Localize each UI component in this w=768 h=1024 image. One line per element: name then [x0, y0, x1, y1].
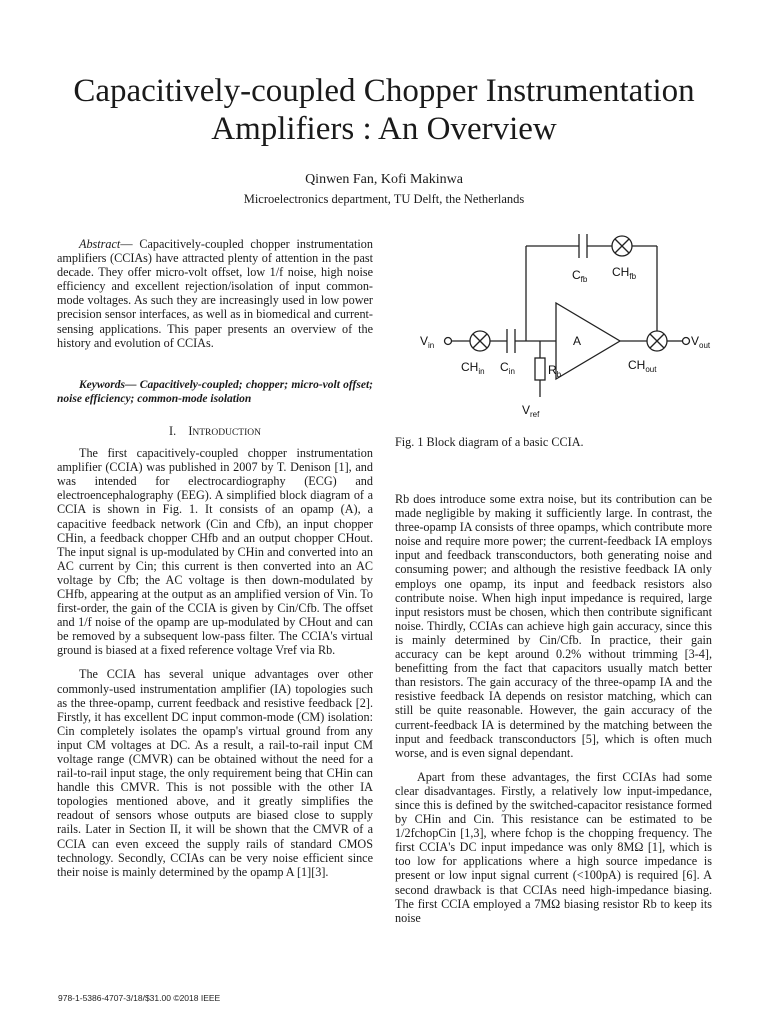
abstract-label: Abstract	[79, 237, 121, 251]
abstract-dash: —	[120, 237, 133, 251]
paragraph-right-2: Apart from these advantages, the first CCIAs had some clear disadvantages. Firstly, a relatively low input-impedance, since this is defined by the switched-capacitor resistance formed by CHin and Cin. This resistance can be estimated to be 1/2fchopCin [1,3], where fchop is the chopping frequency. The first CCIA's DC input impedance was only 8MΩ [1], which is too low for applications where a high source impedance is present or low input signal current (<100pA) is required [6]. A second drawback is that CCIAs need high-impedance biasing. The first CCIA employed a 7MΩ biasing resistor Rb to keep its noise	[395, 769, 712, 925]
keywords-label: Keywords	[79, 378, 125, 391]
label-opamp: A	[573, 334, 582, 348]
paragraph-intro-1: The first capacitively-coupled chopper instrumentation amplifier (CCIA) was published in 2007 by T. Denison [1], and was intended for electrocardiography (ECG) and electroencephalography (EEG). A simplified block diagram of a CCIA is shown in Fig. 1. It consists of an opamp (A), a capacitive feedback network (Cin and Cfb), an input chopper CHin, a feedback chopper CHfb and an output chopper CHout. The input signal is up-modulated by CHin and converted into an AC current by Cin; this current is then converted into an AC voltage by Cfb; the AC voltage is then down-modulated by CHfb, appearing at the output as an amplified version of Vin. To first-order, the gain of the CCIA is given by Cin/Cfb. The offset and 1/f noise of the opamp are up-modulated by CHout and can be removed by a subsequent low-pass filter. The CCIA's virtual ground is biased at a fixed reference voltage Vref via Rb.	[57, 446, 373, 658]
label-vref: $V_{ref}$	[522, 403, 540, 419]
figure-caption: Fig. 1 Block diagram of a basic CCIA.	[395, 435, 584, 449]
section-number: I.	[169, 423, 177, 438]
paper-title	[40, 72, 728, 148]
affiliation: Microelectronics department, TU Delft, the Netherlands	[243, 192, 525, 206]
section-title-initial: I	[188, 423, 193, 438]
label-chfb: $CH_{fb}$	[612, 265, 637, 281]
label-vin: $V_{in}$	[420, 334, 435, 350]
paragraph-intro-2: The CCIA has several unique advantages over other commonly-used instrumentation amplifier (IA) topologies such as the three-opamp, current feedback and resistive feedback [2]. Firstly, it has excellent DC input common-mode (CM) isolation: Cin completely isolates the opamp's virtual ground from any input CM voltages at DC. As a result, a rail-to-rail input CM voltage range (CMVR) can be obtained without the need for a rail-to-rail input stage, the only requirement being that CHin can handle this CMVR. This is not possible with the other IA topologies mentioned above, and it greatly simplifies the readout of sensors whose outputs are biased close to supply rails. Later in Section II, it will be shown that the CMVR of a CCIA can even exceed the supply rails of standard CMOS technology. Secondly, CCIAs can be very noise efficient since their noise is mainly determined by the opamp A [1][3].	[57, 667, 373, 879]
keywords	[57, 378, 373, 406]
label-cin: $C_{in}$	[500, 360, 515, 376]
title-line-1: Capacitively-coupled Chopper Instrumentation	[73, 73, 695, 109]
vin-terminal	[445, 338, 452, 345]
paragraph-right-1: Rb does introduce some extra noise, but its contribution can be made negligible by making it sufficiently large. In contrast, the three-opamp IA consists of three opamps, which contribute more noise and require more power; the current-feedback IA employs input and feedback transconductors, both generating noise and consuming power; and although the resistive feedback IA only employs one opamp, its input and feedback resistors also contribute noise. When high input impedance is required, large input resistors must be chosen, which then contribute significant noise. Thirdly, CCIAs can achieve high gain accuracy, since this is mainly determined by Cin/Cfb. In practice, their gain accuracy can be kept around 0.2% without trimming [3-4], benefitting from the fact that capacitors usually match better than resistors. The gain accuracy of the three-opamp IA and the resistive feedback IA depends on resistor matching, which can still be quite reasonable. However, the gain accuracy of the current-feedback IA is determined by the matching between the input and feedback transconductors [5], which is often much worse, and is even signal dependant.	[395, 492, 712, 760]
section-title-rest: NTRODUCTION	[192, 427, 261, 438]
keywords-dash: —	[125, 378, 137, 391]
abstract	[57, 237, 373, 350]
footer-copyright: 978-1-5386-4707-3/18/$31.00 ©2018 IEEE	[58, 993, 221, 1003]
figure-block-diagram	[398, 224, 716, 424]
section-heading	[57, 424, 373, 440]
abstract-text: Capacitively-coupled chopper instrumentation amplifiers (CCIAs) have attracted plenty of attention in the past decade. They offer micro-volt offset, low 1/f noise, high noise efficiency and excellent rejection/isolation of input common-mode voltages. As such they are increasingly used in low power precision sensor interfaces, as well as in biomedical and current-sensing applications. This paper presents an overview of the history and evolution of CCIAs.	[57, 237, 373, 350]
label-vout: $V_{out}$	[691, 334, 711, 350]
right-column	[395, 492, 712, 925]
keywords-text: Capacitively-coupled; chopper; micro-volt offset; noise efficiency; common-mode isolation	[57, 378, 373, 405]
ccia-diagram	[398, 224, 716, 424]
left-column	[57, 237, 373, 879]
opamp-triangle	[556, 303, 620, 379]
chopper-fb-icon	[612, 236, 632, 256]
rb-resistor	[535, 358, 545, 380]
label-chout: $CH_{out}$	[628, 358, 657, 374]
label-rb: $R_b$	[548, 363, 562, 379]
label-chin: $CH_{in}$	[461, 360, 485, 376]
title-line-2: Amplifiers : An Overview	[211, 111, 557, 147]
vout-terminal	[683, 338, 690, 345]
chopper-in-icon	[470, 331, 490, 351]
authors: Qinwen Fan, Kofi Makinwa	[305, 172, 463, 187]
chopper-out-icon	[647, 331, 667, 351]
label-cfb: $C_{fb}$	[572, 268, 588, 284]
